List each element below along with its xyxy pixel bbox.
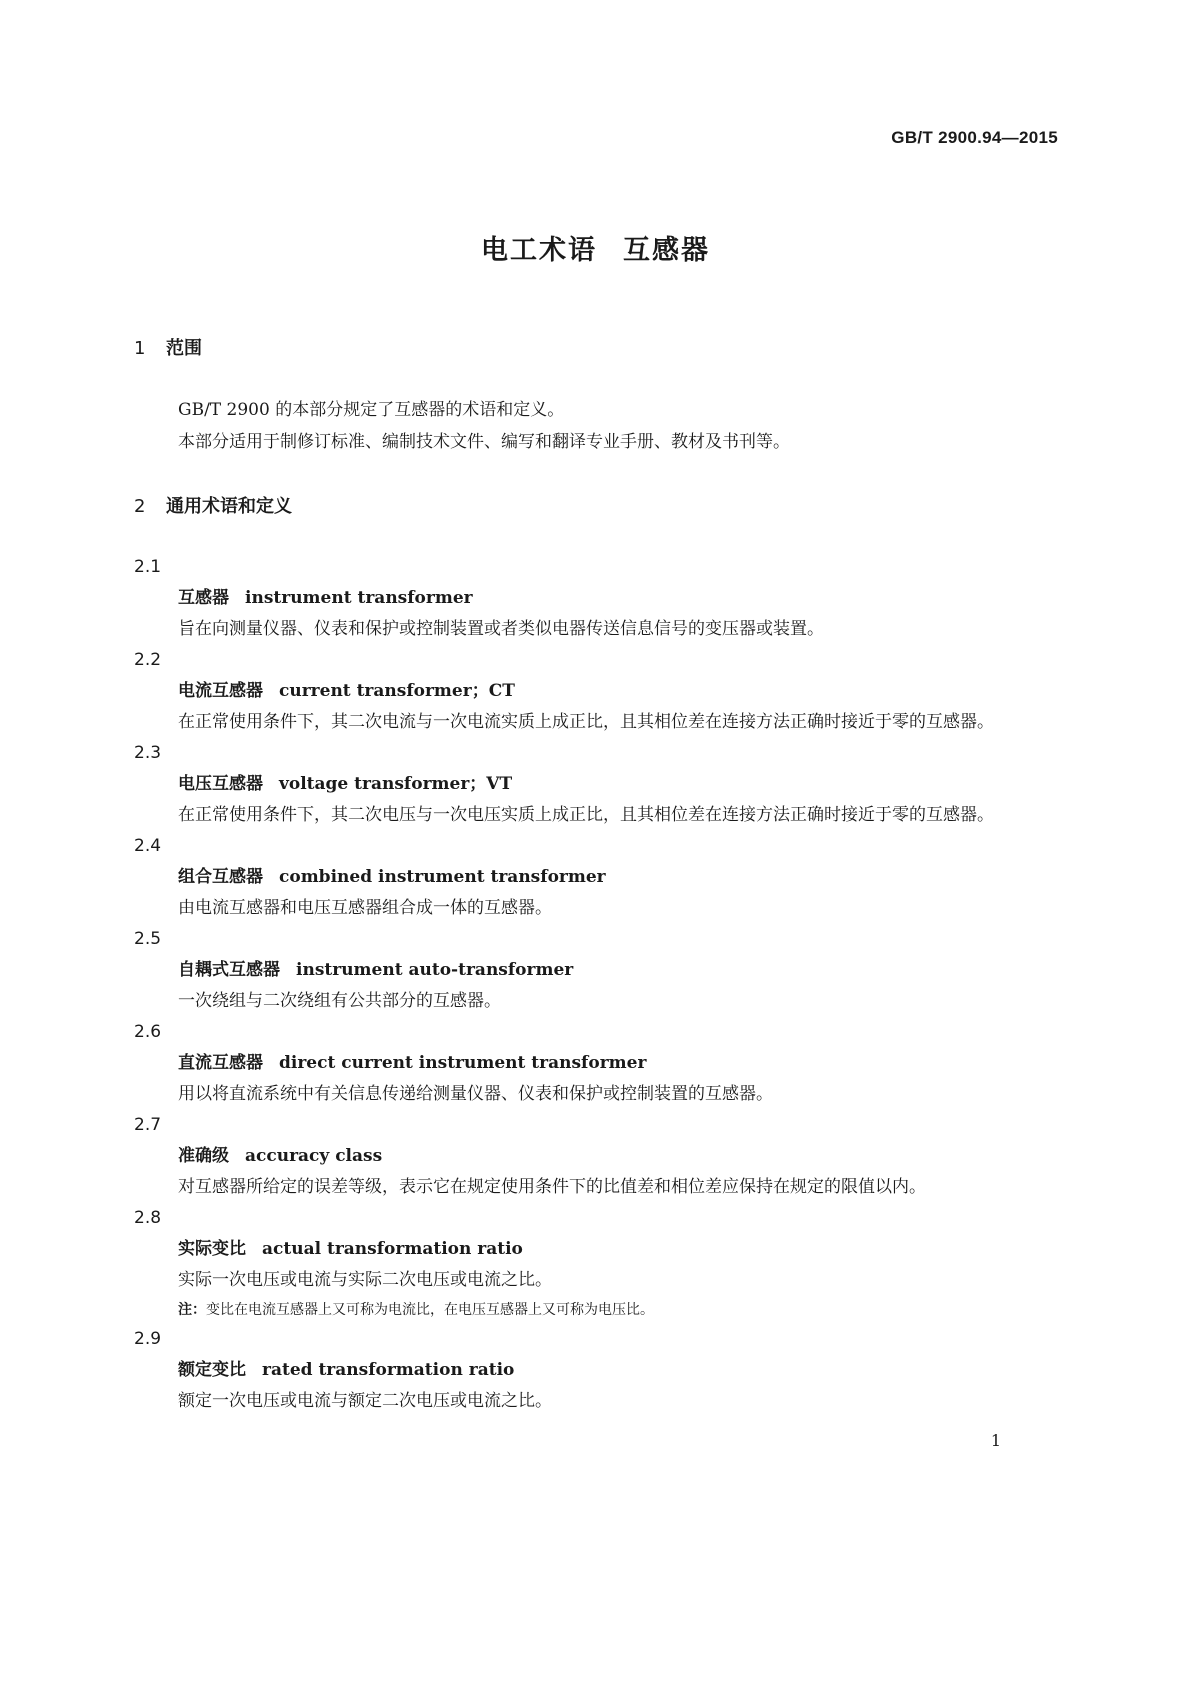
term-chinese: 电压互感器 (178, 774, 263, 794)
document-title (0, 228, 1191, 267)
scope-paragraph-2: 本部分适用于制修订标准、编制技术文件、编写和翻译专业手册、教材及书刊等。 (178, 432, 790, 452)
term-english: voltage transformer；VT (279, 774, 513, 794)
term-heading (134, 1355, 1058, 1386)
term-note (134, 1296, 1058, 1324)
note-text: 变比在电流互感器上又可称为电流比，在电压互感器上又可称为电压比。 (206, 1302, 654, 1318)
term-number: 2.3 (134, 743, 162, 763)
term-chinese: 实际变比 (178, 1239, 246, 1259)
title-part-2: 互感器 (623, 235, 710, 266)
term-number: 2.9 (134, 1329, 162, 1349)
term-english: rated transformation ratio (262, 1360, 515, 1380)
term-chinese: 互感器 (178, 588, 229, 608)
term-chinese: 电流互感器 (178, 681, 263, 701)
term-english: accuracy class (245, 1146, 383, 1166)
term-entry-2-3 (134, 738, 1058, 831)
term-chinese: 直流互感器 (178, 1053, 263, 1073)
term-entry-2-9 (134, 1324, 1058, 1417)
term-entry-2-5 (134, 924, 1058, 1017)
term-english: combined instrument transformer (279, 867, 606, 887)
term-definition: 对互感器所给定的误差等级，表示它在规定使用条件下的比值差和相位差应保持在规定的限值以内。 (178, 1177, 926, 1197)
scope-paragraph-1: GB/T 2900 的本部分规定了互感器的术语和定义。 (178, 400, 565, 420)
term-entry-2-7 (134, 1110, 1058, 1203)
term-chinese: 组合互感器 (178, 867, 263, 887)
term-chinese: 准确级 (178, 1146, 229, 1166)
term-heading (134, 676, 1058, 707)
term-number: 2.2 (134, 650, 162, 670)
term-english: actual transformation ratio (262, 1239, 523, 1259)
term-entry-2-8 (134, 1203, 1058, 1324)
section-2-heading (134, 492, 1058, 522)
term-english: direct current instrument transformer (279, 1053, 647, 1073)
term-heading (134, 862, 1058, 893)
section-1-heading (134, 334, 1058, 364)
term-english: current transformer；CT (279, 681, 515, 701)
term-number: 2.6 (134, 1022, 162, 1042)
term-definition: 一次绕组与二次绕组有公共部分的互感器。 (178, 991, 501, 1011)
term-english: instrument auto-transformer (296, 960, 574, 980)
term-number: 2.8 (134, 1208, 162, 1228)
term-entry-2-1 (134, 552, 1058, 645)
note-label: 注： (178, 1302, 206, 1318)
term-entry-2-4 (134, 831, 1058, 924)
term-heading (134, 1234, 1058, 1265)
term-number: 2.5 (134, 929, 162, 949)
term-chinese: 自耦式互感器 (178, 960, 280, 980)
term-definition: 由电流互感器和电压互感器组合成一体的互感器。 (178, 898, 552, 918)
term-heading (134, 583, 1058, 614)
term-entry-2-6 (134, 1017, 1058, 1110)
term-definition: 在正常使用条件下，其二次电压与一次电压实质上成正比，且其相位差在连接方法正确时接近于零的互感器。 (178, 805, 994, 825)
term-english: instrument transformer (245, 588, 473, 608)
term-definition: 在正常使用条件下，其二次电流与一次电流实质上成正比，且其相位差在连接方法正确时接近于零的互感器。 (178, 712, 994, 732)
term-definition: 实际一次电压或电流与实际二次电压或电流之比。 (178, 1270, 552, 1290)
standard-code: GB/T 2900.94—2015 (891, 128, 1058, 147)
term-heading (134, 1141, 1058, 1172)
document-body (134, 334, 1058, 1417)
term-chinese: 额定变比 (178, 1360, 246, 1380)
term-heading (134, 955, 1058, 986)
section-1-number: 1 (134, 338, 146, 359)
term-definition: 额定一次电压或电流与额定二次电压或电流之比。 (178, 1391, 552, 1411)
section-2-number: 2 (134, 496, 146, 517)
section-2-title: 通用术语和定义 (166, 496, 292, 517)
term-heading (134, 769, 1058, 800)
term-entry-2-2 (134, 645, 1058, 738)
term-heading (134, 1048, 1058, 1079)
term-number: 2.4 (134, 836, 162, 856)
title-part-1: 电工术语 (481, 235, 597, 266)
section-1-title: 范围 (166, 338, 202, 359)
page-number: 1 (990, 1431, 1001, 1450)
term-definition: 用以将直流系统中有关信息传递给测量仪器、仪表和保护或控制装置的互感器。 (178, 1084, 773, 1104)
term-number: 2.1 (134, 557, 162, 577)
term-number: 2.7 (134, 1115, 162, 1135)
term-definition: 旨在向测量仪器、仪表和保护或控制装置或者类似电器传送信息信号的变压器或装置。 (178, 619, 824, 639)
